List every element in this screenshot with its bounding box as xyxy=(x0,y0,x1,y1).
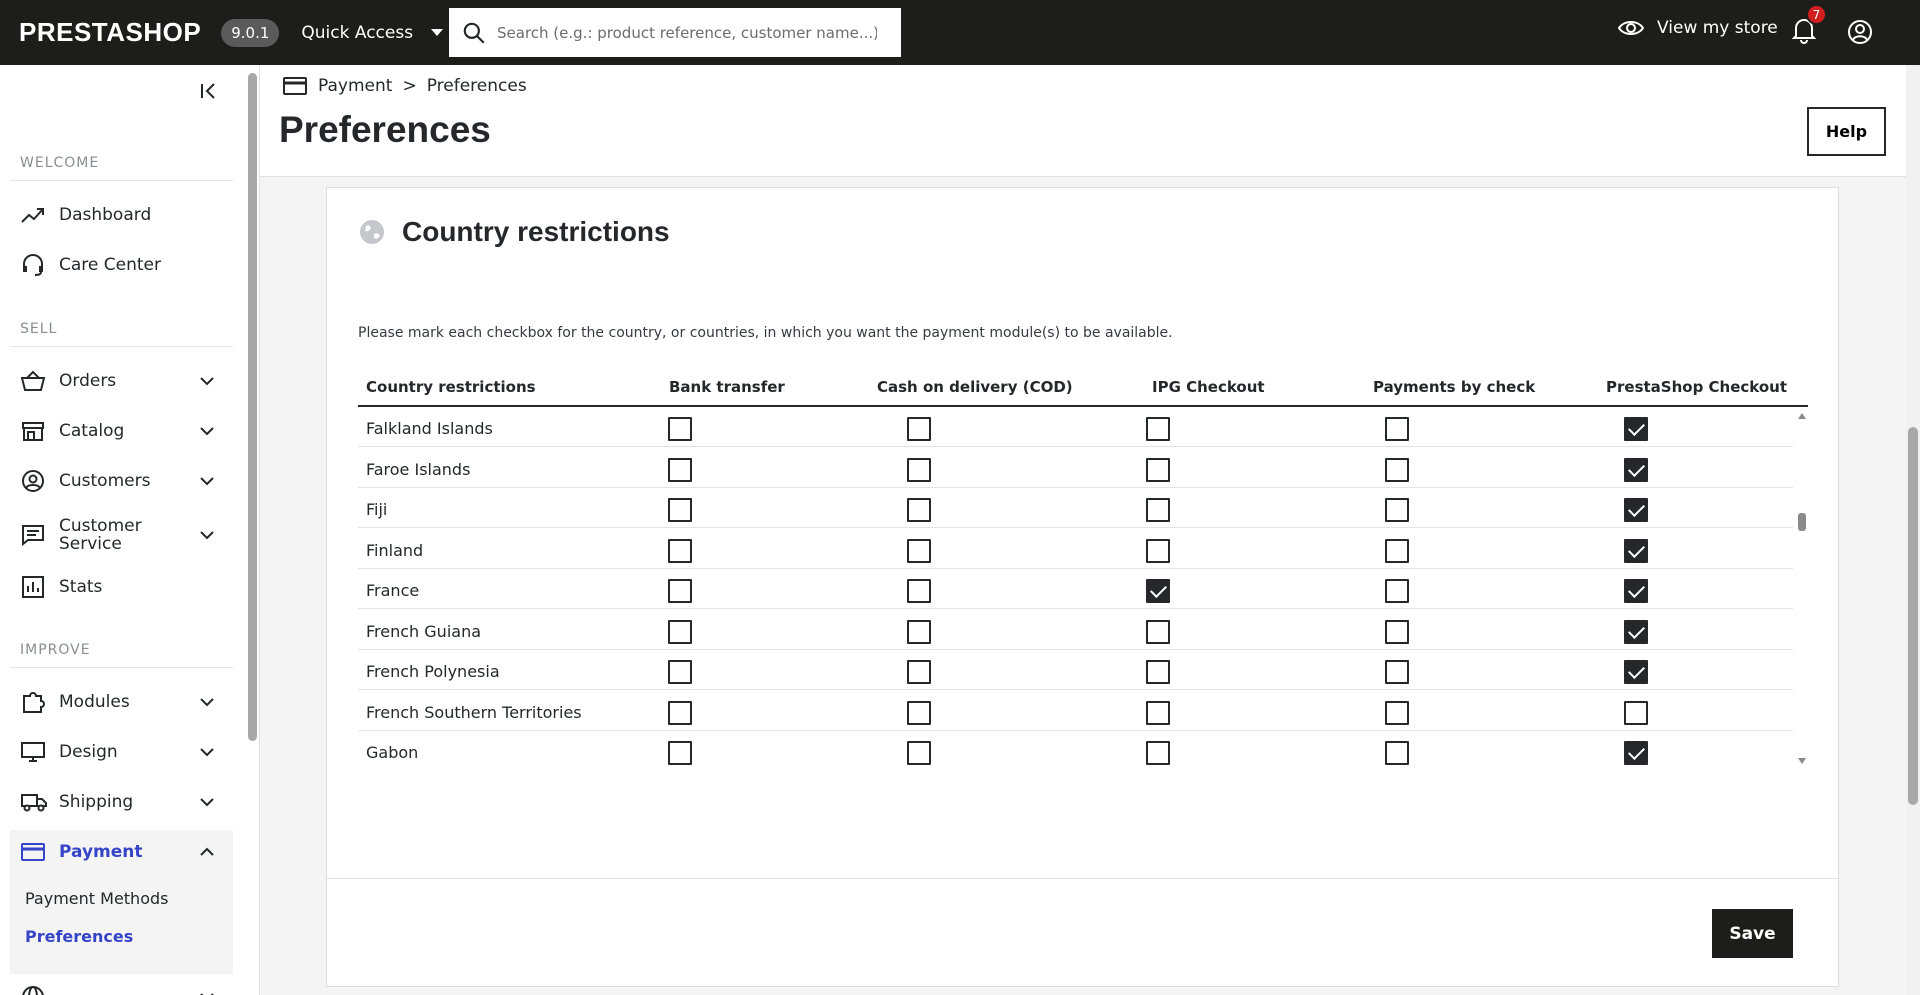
save-button[interactable]: Save xyxy=(1712,909,1793,958)
module-checkbox[interactable] xyxy=(1146,701,1170,725)
credit-card-icon xyxy=(282,75,308,97)
page-header xyxy=(260,65,1906,177)
monitor-icon xyxy=(20,740,50,764)
module-checkbox[interactable] xyxy=(1146,660,1170,684)
user-circle-icon xyxy=(20,469,50,493)
sidebar-item-label: Design xyxy=(59,742,118,762)
submenu-preferences[interactable]: Preferences xyxy=(25,927,134,946)
scrollbar-thumb[interactable] xyxy=(248,73,257,741)
module-checkbox[interactable] xyxy=(1624,701,1648,725)
module-checkbox[interactable] xyxy=(1385,579,1409,603)
column-header: Country restrictions xyxy=(366,378,536,396)
sidebar-item-label: Modules xyxy=(59,692,130,712)
table-body xyxy=(358,407,1793,770)
module-checkbox[interactable] xyxy=(1146,498,1170,522)
module-checkbox[interactable] xyxy=(668,701,692,725)
module-checkbox[interactable] xyxy=(668,579,692,603)
sidebar-item-design[interactable] xyxy=(10,730,233,774)
sidebar-item-modules[interactable] xyxy=(10,680,233,724)
sidebar-item-shipping[interactable] xyxy=(10,780,233,824)
sidebar-item-catalog[interactable] xyxy=(10,409,233,453)
section-improve: IMPROVE xyxy=(20,642,91,658)
module-checkbox[interactable] xyxy=(907,579,931,603)
country-name: France xyxy=(366,581,420,600)
sidebar-item-label: Stats xyxy=(59,577,103,597)
module-checkbox[interactable] xyxy=(1385,458,1409,482)
trending-up-icon xyxy=(20,205,50,225)
module-checkbox[interactable] xyxy=(1146,417,1170,441)
column-header: Payments by check xyxy=(1373,378,1536,396)
module-checkbox[interactable] xyxy=(1385,701,1409,725)
chevron-up-icon xyxy=(199,844,215,860)
quick-access-menu[interactable] xyxy=(301,23,443,43)
submenu-payment-methods[interactable]: Payment Methods xyxy=(25,889,169,908)
bar-chart-icon xyxy=(20,575,50,599)
module-checkbox[interactable] xyxy=(1624,620,1648,644)
table-row xyxy=(358,610,1793,650)
module-checkbox[interactable] xyxy=(1385,620,1409,644)
view-store-link[interactable] xyxy=(1617,18,1778,38)
sidebar-scrollbar[interactable] xyxy=(246,65,260,995)
table-row xyxy=(358,407,1793,447)
chevron-down-icon xyxy=(199,527,215,543)
chevron-down-icon xyxy=(199,473,215,489)
module-checkbox[interactable] xyxy=(668,741,692,765)
version-badge: 9.0.1 xyxy=(221,19,279,47)
search-box[interactable] xyxy=(449,8,901,57)
sidebar-item-customer-service[interactable] xyxy=(10,509,233,561)
table-row xyxy=(358,731,1793,770)
credit-card-icon xyxy=(20,841,50,863)
table-row xyxy=(358,448,1793,488)
scrollbar-thumb[interactable] xyxy=(1798,513,1806,531)
module-checkbox[interactable] xyxy=(668,620,692,644)
country-name: French Southern Territories xyxy=(366,702,582,722)
module-checkbox[interactable] xyxy=(1146,539,1170,563)
column-header: PrestaShop Checkout xyxy=(1606,378,1788,396)
card-title: Country restrictions xyxy=(402,216,670,247)
breadcrumb-payment[interactable]: Payment xyxy=(318,76,393,96)
module-checkbox[interactable] xyxy=(1624,741,1648,765)
card-description: Please mark each checkbox for the country, or countries, in which you want the payment module(s) to be available. xyxy=(358,325,1173,341)
module-checkbox[interactable] xyxy=(668,498,692,522)
table-scrollbar[interactable] xyxy=(1796,407,1808,770)
payment-submenu xyxy=(10,874,233,974)
sidebar-item-care-center[interactable] xyxy=(10,243,233,287)
scroll-up-arrow[interactable] xyxy=(1798,413,1806,419)
chevron-down-icon xyxy=(199,744,215,760)
globe-icon xyxy=(358,218,386,246)
card-header xyxy=(358,216,670,248)
module-checkbox[interactable] xyxy=(1624,579,1648,603)
breadcrumb-preferences: Preferences xyxy=(426,76,527,96)
module-checkbox[interactable] xyxy=(1624,498,1648,522)
page-title: Preferences xyxy=(279,109,491,150)
country-name: French Guiana xyxy=(366,621,482,641)
view-store-label: View my store xyxy=(1657,18,1778,38)
module-checkbox[interactable] xyxy=(1624,458,1648,482)
module-checkbox[interactable] xyxy=(907,741,931,765)
account-icon xyxy=(1846,18,1874,46)
country-name: Falkland Islands xyxy=(366,419,493,438)
divider xyxy=(10,346,233,347)
table-row xyxy=(358,569,1793,609)
module-checkbox[interactable] xyxy=(1385,660,1409,684)
divider xyxy=(10,180,233,181)
account-button[interactable] xyxy=(1846,18,1874,50)
table-row xyxy=(358,488,1793,528)
module-checkbox[interactable] xyxy=(907,660,931,684)
search-icon xyxy=(461,20,487,46)
module-checkbox[interactable] xyxy=(1624,417,1648,441)
module-checkbox[interactable] xyxy=(668,458,692,482)
module-checkbox[interactable] xyxy=(1385,539,1409,563)
scroll-down-arrow[interactable] xyxy=(1798,758,1806,764)
module-checkbox[interactable] xyxy=(907,539,931,563)
eye-icon xyxy=(1617,18,1645,38)
module-checkbox[interactable] xyxy=(1624,539,1648,563)
country-name: Fiji xyxy=(366,500,388,519)
restrictions-table xyxy=(358,365,1808,785)
sidebar-item-label: Care Center xyxy=(59,255,161,275)
module-checkbox[interactable] xyxy=(1385,741,1409,765)
caret-down-icon xyxy=(431,29,443,36)
headset-icon xyxy=(20,253,50,277)
sidebar-item-label: Dashboard xyxy=(59,205,152,225)
customer-service-line1: Customer xyxy=(59,516,142,536)
basket-icon xyxy=(20,370,50,392)
quick-access-label: Quick Access xyxy=(301,22,414,43)
breadcrumb-separator: > xyxy=(402,76,417,96)
help-button[interactable]: Help xyxy=(1807,107,1886,156)
country-name: Finland xyxy=(366,540,424,560)
table-row xyxy=(358,529,1793,569)
module-checkbox[interactable] xyxy=(1146,458,1170,482)
sidebar-item-label: Payment xyxy=(59,842,143,862)
section-sell: SELL xyxy=(20,321,58,337)
scrollbar-thumb[interactable] xyxy=(1908,427,1918,805)
customer-service-line2: Service xyxy=(59,534,122,554)
sidebar-item-label xyxy=(59,517,142,553)
sidebar-item-label: Customers xyxy=(59,471,151,491)
chevron-down-icon xyxy=(199,694,215,710)
module-checkbox[interactable] xyxy=(1146,579,1170,603)
country-name: Gabon xyxy=(366,743,419,762)
table-row xyxy=(358,691,1793,731)
country-name: French Polynesia xyxy=(366,662,500,681)
module-checkbox[interactable] xyxy=(668,417,692,441)
puzzle-icon xyxy=(20,690,50,714)
module-checkbox[interactable] xyxy=(907,498,931,522)
truck-icon xyxy=(20,791,50,813)
search-input[interactable] xyxy=(497,24,877,42)
chevron-down-icon xyxy=(199,989,215,995)
sidebar-item-orders[interactable] xyxy=(10,359,233,403)
collapse-icon xyxy=(198,80,220,102)
module-checkbox[interactable] xyxy=(668,539,692,563)
column-header: IPG Checkout xyxy=(1152,378,1265,396)
module-checkbox[interactable] xyxy=(907,417,931,441)
chevron-down-icon xyxy=(199,794,215,810)
globe-icon xyxy=(20,985,50,995)
country-restrictions-card xyxy=(326,187,1839,987)
chevron-down-icon xyxy=(199,373,215,389)
sidebar-item-international[interactable] xyxy=(10,975,233,995)
module-checkbox[interactable] xyxy=(907,701,931,725)
chevron-down-icon xyxy=(199,423,215,439)
module-checkbox[interactable] xyxy=(1385,417,1409,441)
sidebar-item-label: Orders xyxy=(59,371,117,391)
sidebar-item-label: Catalog xyxy=(59,421,125,441)
column-header: Bank transfer xyxy=(669,378,785,396)
divider xyxy=(10,667,233,668)
sidebar-item-label: Shipping xyxy=(59,792,134,812)
sidebar-item-stats[interactable] xyxy=(10,565,233,609)
page-scrollbar[interactable] xyxy=(1906,65,1920,995)
sidebar xyxy=(0,65,246,995)
table-header xyxy=(358,365,1808,407)
module-checkbox[interactable] xyxy=(1385,498,1409,522)
notification-count-badge: 7 xyxy=(1806,4,1827,25)
sidebar-item-dashboard[interactable] xyxy=(10,193,233,237)
column-header: Cash on delivery (COD) xyxy=(877,378,1073,396)
module-checkbox[interactable] xyxy=(1146,741,1170,765)
country-name: Faroe Islands xyxy=(366,459,471,479)
section-welcome: WELCOME xyxy=(20,155,100,171)
module-checkbox[interactable] xyxy=(1624,660,1648,684)
sidebar-item-payment[interactable] xyxy=(10,830,233,874)
table-row xyxy=(358,650,1793,690)
store-icon xyxy=(20,420,50,442)
module-checkbox[interactable] xyxy=(668,660,692,684)
chat-icon xyxy=(20,523,50,547)
collapse-sidebar-button[interactable] xyxy=(198,80,220,106)
breadcrumb xyxy=(282,75,527,97)
module-checkbox[interactable] xyxy=(1146,620,1170,644)
card-footer xyxy=(327,878,1838,986)
module-checkbox[interactable] xyxy=(907,458,931,482)
prestashop-logo[interactable]: PRESTASHOP xyxy=(19,17,202,47)
sidebar-item-customers[interactable] xyxy=(10,459,233,503)
module-checkbox[interactable] xyxy=(907,620,931,644)
